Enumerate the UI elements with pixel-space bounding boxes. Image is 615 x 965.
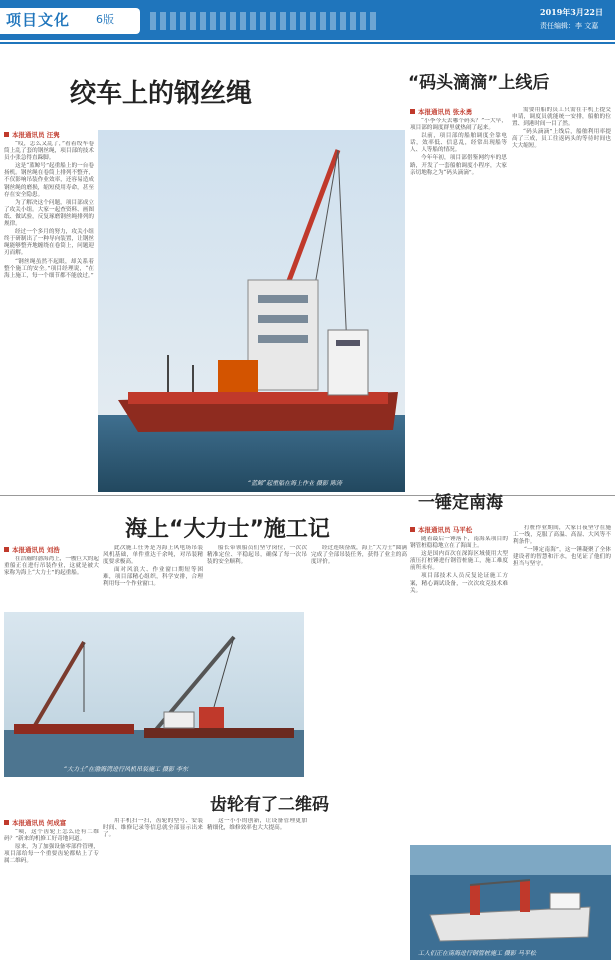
article-2-headline: “码头滴滴”上线后: [408, 73, 550, 93]
paragraph: 用手机扫一扫，齿轮的型号、安装时间、维修记录等信息就全部显示出来了。: [103, 818, 203, 839]
paragraph: 在浩瀚的渤海湾上，一艘巨大的起重船正在进行吊装作业，这就是被大家称为海上“大力士”的起重船。: [4, 556, 99, 577]
paragraph: 以前，项目部的船舶调度全靠电话，效率低、信息乱，经常出现船等人、人等船的情况。: [410, 133, 507, 154]
photo-piling-vessel: [410, 845, 611, 960]
paragraph: 船长带领船员们坚守岗位，一次次精准定位、平稳起吊，确保了每一次吊装的安全顺利。: [207, 545, 307, 566]
article-1-headline: 绞车上的钢丝绳: [70, 79, 253, 109]
paragraph: 项目部技术人员反复论证施工方案，精心调试设备，一次次攻克技术难关。: [410, 573, 508, 594]
photo-caption: 工人们正在南海进行钢管桩施工 摄影 马平松: [418, 950, 536, 957]
article-1-byline: 本报通讯员 汪隽: [4, 130, 60, 139]
paragraph: 随着最后一锤落下，南海某项目的钢管桩稳稳地立在了海面上。: [410, 536, 508, 550]
editor-credit: 责任编辑：李 文嘉: [540, 22, 599, 30]
newspaper-logo: [150, 12, 380, 30]
article-5-headline: 齿轮有了二维码: [210, 795, 329, 815]
section-divider: [0, 495, 615, 496]
article-4-body-left: [410, 536, 508, 836]
paragraph: 这是“蓝鲸号”起重船上的一台卷扬机。钢丝绳在卷筒上排列不整齐，不仅影响吊装作业效率，还容易造成钢丝绳的磨损，缩短使用寿命，甚至存在安全隐患。: [4, 163, 94, 198]
paragraph: “码头滴滴”上线后，船舶利用率提高了三成，员工往返码头的等待时间也大大缩短。: [512, 129, 611, 150]
photo-caption: “蓝鲸”起重船在海上作业 摄影 陈涛: [248, 480, 342, 487]
article-4-byline: 本报通讯员 马平松: [410, 525, 472, 534]
crane-vessel-illustration: [98, 130, 405, 492]
piling-vessel-illustration: [410, 845, 611, 960]
article-5-body-1: [4, 829, 99, 961]
page-number: 6版: [96, 13, 114, 26]
paragraph: “哎，怎么又乱了，”看着绞车卷筒上乱了套的钢丝绳，项目部的技术员小张急得直跺脚。: [4, 141, 94, 162]
article-2-body-right: [512, 107, 611, 490]
paragraph: 这是国内首次在深海区域使用大型液压打桩锤进行钢管桩施工，施工难度前所未有。: [410, 551, 508, 572]
article-4-headline: 一锤定南海: [418, 493, 503, 513]
article-5-byline: 本报通讯员 何成富: [4, 818, 66, 827]
paragraph: 这一小小的创新，让设备管理更加精细化，维修效率也大大提高。: [207, 818, 307, 832]
section-title: 项目文化: [6, 11, 71, 29]
paragraph: “钢丝绳虽然不起眼，却关系着整个施工的安全。”项目经理说，“在海上施工，每一个细节都不能放过。”: [4, 258, 94, 279]
paragraph: 经过一个多月的努力，攻关小组终于研制出了一种导向装置，让钢丝绳能够整齐地缠绕在卷筒上，问题迎刃而解。: [4, 229, 94, 257]
paragraph: 打桩作业期间，大家日夜坚守在施工一线，克服了高温、高湿、大风等不利条件。: [513, 525, 611, 546]
paragraph: “小李今天去哪个码头？”一大早，项目部的调度群里就热闹了起来。: [410, 118, 507, 132]
photo-offshore-crane: [4, 612, 304, 777]
article-3-byline: 本报通讯员 刘浩: [4, 545, 60, 554]
article-3-body-3: [207, 545, 307, 606]
masthead-divider: [0, 42, 615, 44]
article-4-body-right: [513, 525, 611, 836]
article-3-body-1: [4, 556, 99, 606]
photo-caption: “大力士”在渤海湾进行风机吊装施工 摄影 李东: [64, 766, 188, 773]
photo-crane-vessel: [98, 130, 405, 492]
paragraph: 需要用船的员工只需在手机上提交申请，调度员就能统一安排，船舶的位置、到港时间一目了然。: [512, 107, 611, 128]
paragraph: 此次施工任务是为海上风电场吊装风机基础，单件重达千余吨，对吊装精度要求极高。: [103, 545, 203, 566]
paragraph: 为了解决这个问题，项目部成立了攻关小组。大家一起查资料、画图纸、做试验，反复琢磨钢丝绳排列的规律。: [4, 199, 94, 228]
article-1-body: [4, 141, 94, 493]
article-5-body-3: [207, 818, 307, 961]
offshore-crane-illustration: [4, 612, 304, 777]
article-2-byline: 本报通讯员 张永勇: [410, 107, 472, 116]
article-5-body-2: [103, 818, 203, 961]
article-2-body-left: [410, 118, 507, 490]
paragraph: 原来，为了加强设备零部件管理，项目部给每一个重要齿轮都贴上了专属二维码。: [4, 844, 99, 865]
paragraph: 今年年初，项目部借鉴网约车的思路，开发了一套船舶调度小程序，大家亲切地称之为“码头滴滴”。: [410, 155, 507, 176]
paragraph: 面对风浪大、作业窗口期短等困难，项目部精心组织，科学安排，合理利用每一个作业窗口。: [103, 567, 203, 588]
paragraph: 经过连续奋战，海上“大力士”圆满完成了全部吊装任务，获得了业主的高度评价。: [311, 545, 407, 566]
article-3-headline: 海上“大力士”施工记: [125, 517, 330, 542]
article-3-body-2: [103, 545, 203, 606]
issue-date: 2019年3月22日: [540, 7, 603, 17]
paragraph: “咦，这个齿轮上怎么还有二维码？”新来的机修工好奇地问道。: [4, 829, 99, 843]
paragraph: “一锤定南海”，这一锤凝聚了全体建设者的智慧和汗水，也见证了他们的担当与坚守。: [513, 547, 611, 568]
